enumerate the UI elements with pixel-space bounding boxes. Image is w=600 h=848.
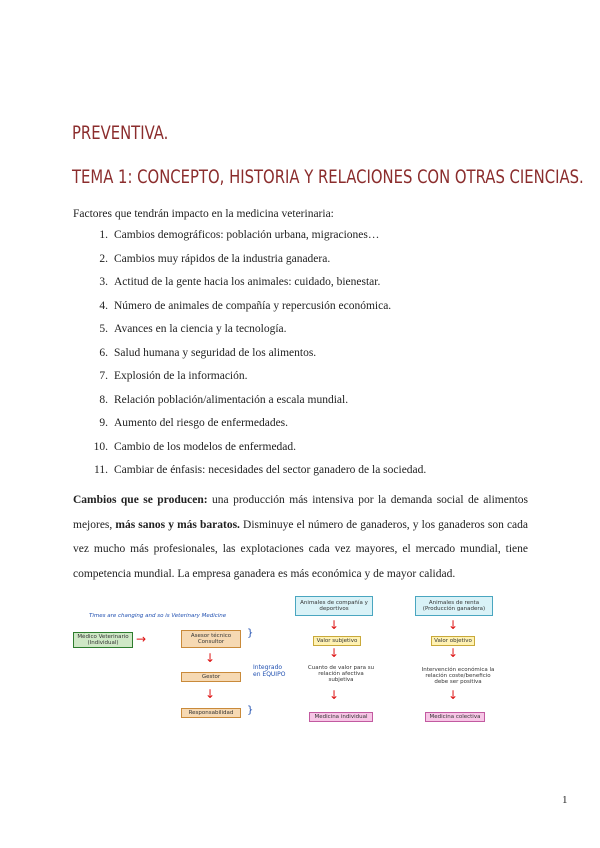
- intro-text: Factores que tendrán impacto en la medicina veterinaria:: [73, 208, 334, 220]
- arrow-down-icon: ↓: [329, 688, 340, 702]
- list-item: [86, 295, 426, 319]
- arrow-down-icon: ↓: [448, 646, 459, 660]
- list-item: [86, 248, 426, 272]
- list-item-text: Cambio de los modelos de enfermedad.: [114, 440, 297, 453]
- list-item-text: Número de animales de compañía y repercusión económica.: [114, 299, 392, 312]
- list-item-text: Avances en la ciencia y la tecnología.: [114, 323, 287, 335]
- list-item: [86, 459, 426, 483]
- box-collective-medicine: Medicina colectiva: [425, 712, 485, 722]
- box-subjective-value: Valor subjetivo: [313, 636, 361, 646]
- page-number: 1: [562, 794, 568, 806]
- list-item-number: 9.: [99, 417, 108, 429]
- list-item-text: Cambiar de énfasis: necesidades del sector ganadero de la sociedad.: [114, 464, 427, 476]
- list-item: [86, 224, 426, 248]
- list-item-number: 4.: [99, 299, 108, 312]
- list-item-number: 10.: [93, 440, 108, 453]
- list-item-text: Cambios muy rápidos de la industria ganadera.: [114, 252, 331, 265]
- list-item-number: 5.: [99, 323, 108, 335]
- box-individual-medicine: Medicina individual: [309, 712, 373, 722]
- veterinary-diagram: [73, 590, 531, 740]
- list-item-number: 1.: [99, 229, 108, 241]
- list-item-text: Actitud de la gente hacia los animales: cuidado, bienestar.: [114, 276, 381, 288]
- list-item: [86, 389, 426, 413]
- list-item-number: 8.: [99, 393, 108, 406]
- box-responsibility: Responsabilidad: [181, 708, 241, 718]
- arrow-down-icon: ↓: [329, 618, 340, 632]
- arrow-down-icon: ↓: [448, 688, 459, 702]
- box-subjective-note: Cuanto de valor para su relación afectiva subjetiva: [303, 664, 379, 684]
- bracket-icon: }: [247, 705, 254, 716]
- team-label: Integrado en EQUIPO: [253, 664, 286, 678]
- box-vet-individual: Médico Veterinario (Individual): [73, 632, 133, 648]
- list-item-number: 11.: [94, 464, 108, 476]
- diagram-caption: Times are changing and so is Veterinary Medicine: [89, 613, 227, 619]
- para-bold-mid: más sanos y más baratos.: [115, 518, 240, 531]
- list-item: [86, 318, 426, 342]
- list-item-text: Relación población/alimentación a escala mundial.: [114, 393, 349, 406]
- para-bold-lead: Cambios que se producen:: [73, 494, 208, 506]
- list-item-number: 2.: [99, 252, 108, 265]
- changes-paragraph: [73, 488, 528, 586]
- arrow-down-icon: ↓: [448, 618, 459, 632]
- arrow-down-icon: ↓: [329, 646, 340, 660]
- box-objective-note: Intervención económica la relación coste/beneficio debe ser positiva: [419, 664, 497, 688]
- bracket-icon: }: [247, 628, 254, 639]
- list-item-number: 3.: [99, 276, 108, 288]
- list-item: [86, 436, 426, 460]
- box-farm-animals: Animales de renta (Producción ganadera): [415, 596, 493, 616]
- list-item: [86, 365, 426, 389]
- title-heading: PREVENTIVA.: [72, 122, 169, 144]
- box-manager: Gestor: [181, 672, 241, 682]
- list-item: [86, 412, 426, 436]
- list-item-text: Explosión de la información.: [114, 370, 248, 382]
- list-item-number: 6.: [99, 346, 108, 359]
- arrow-right-icon: →: [136, 632, 147, 646]
- para-text-2: Disminuye el número de ganaderos, y los ganaderos son cada vez mucho más profesionales, las explotaciones cada vez mayores, el mercado mundial, tiene competencia mundial. La empresa ganadera es más económica y de mayor calidad.: [73, 518, 529, 580]
- arrow-down-icon: ↓: [205, 651, 216, 665]
- para-text-1: una producción más intensiva por la demanda social de alimentos mejores,: [73, 494, 528, 531]
- box-advisor: Asesor técnico Consultor: [181, 630, 241, 648]
- factors-list: [86, 224, 426, 483]
- list-item: [86, 342, 426, 366]
- list-item-number: 7.: [99, 370, 108, 382]
- arrow-down-icon: ↓: [205, 687, 216, 701]
- topic-heading: TEMA 1: CONCEPTO, HISTORIA Y RELACIONES CON OTRAS CIENCIAS.: [72, 166, 584, 188]
- list-item: [86, 271, 426, 295]
- box-objective-value: Valor objetivo: [431, 636, 475, 646]
- list-item-text: Aumento del riesgo de enfermedades.: [114, 417, 289, 429]
- list-item-text: Salud humana y seguridad de los alimentos.: [114, 346, 317, 359]
- list-item-text: Cambios demográficos: población urbana, migraciones…: [114, 229, 380, 241]
- box-companion-animals: Animales de compañía y deportivos: [295, 596, 373, 616]
